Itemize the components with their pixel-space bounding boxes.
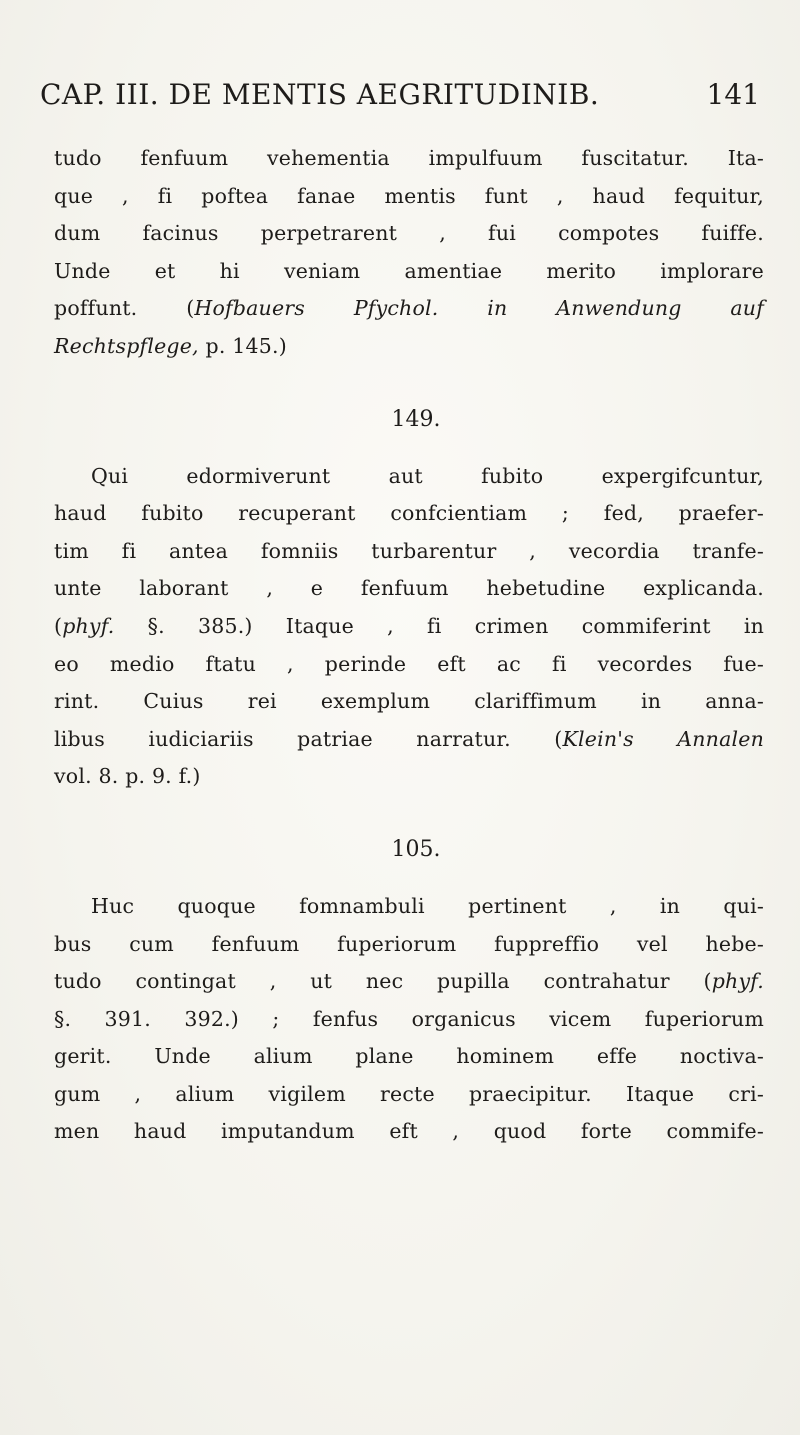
text-fragment: p. 145.) xyxy=(198,333,287,358)
text-line: vol. 8. p. 9. f.) xyxy=(54,764,201,789)
text-fragment: poffunt. ( xyxy=(54,296,195,321)
text-line xyxy=(54,290,764,328)
text-line: rint. Cuius rei exemplum clariffimum in anna- xyxy=(54,689,764,714)
text-line: eo medio ftatu , perinde eft ac fi vecordes fue- xyxy=(54,651,764,676)
text-line: §. 391. 392.) ; fenfus organicus vicem fuperiorum xyxy=(54,1006,764,1031)
citation-italic: phyf. xyxy=(711,969,764,994)
citation-italic: Klein's Annalen xyxy=(562,726,764,751)
text-line: dum facinus perpetrarent , fui compotes fuiffe. xyxy=(54,221,764,246)
text-line: tudo fenfuum vehementia impulfuum fuscitatur. Ita- xyxy=(54,146,764,170)
page-body xyxy=(54,140,764,1151)
text-line: Unde et hi veniam amentiae merito implorare xyxy=(54,258,764,283)
text-line: gum , alium vigilem recte praecipitur. Itaque cri- xyxy=(54,1081,764,1106)
page-number: 141 xyxy=(706,78,760,111)
text-line xyxy=(54,963,764,1001)
text-line: bus cum fenfuum fuperiorum fuppreffio vel hebe- xyxy=(54,931,764,956)
citation-italic: Rechtspflege, xyxy=(54,333,199,358)
text-fragment: §. 385.) Itaque , fi crimen commiferint in xyxy=(114,613,764,638)
citation-italic: Hofbauers Pfychol. in Anwendung auf xyxy=(194,296,764,321)
text-line: haud fubito recuperant confcientiam ; fed, praefer- xyxy=(54,501,764,526)
text-line xyxy=(54,721,764,759)
text-fragment: libus iudiciariis patriae narratur. ( xyxy=(54,726,563,751)
text-line: gerit. Unde alium plane hominem effe noctiva- xyxy=(54,1044,764,1069)
spacer xyxy=(54,796,764,812)
text-line: Qui edormiverunt aut fubito expergifcuntur, xyxy=(91,463,764,488)
text-fragment: ( xyxy=(54,613,63,638)
spacer xyxy=(54,366,764,382)
page-header xyxy=(40,78,760,118)
text-line: unte laborant , e fenfuum hebetudine explicanda. xyxy=(54,576,764,601)
text-line xyxy=(54,328,764,366)
text-fragment: tudo contingat , ut nec pupilla contrahatur ( xyxy=(54,969,712,994)
section-number-105: 105. xyxy=(391,836,441,862)
citation-italic: phyf. xyxy=(62,613,115,638)
section-number-149: 149. xyxy=(391,406,441,432)
text-line: men haud imputandum eft , quod forte commife- xyxy=(54,1119,764,1144)
text-line: que , fi poftea fanae mentis funt , haud fequitur, xyxy=(54,183,764,208)
running-title: CAP. III. DE MENTIS AEGRITUDINIB. xyxy=(40,78,600,111)
text-line: tim fi antea fomniis turbarentur , vecordia tranfe- xyxy=(54,538,764,563)
text-line xyxy=(54,608,764,646)
text-line: Huc quoque fomnambuli pertinent , in qui- xyxy=(91,893,764,918)
